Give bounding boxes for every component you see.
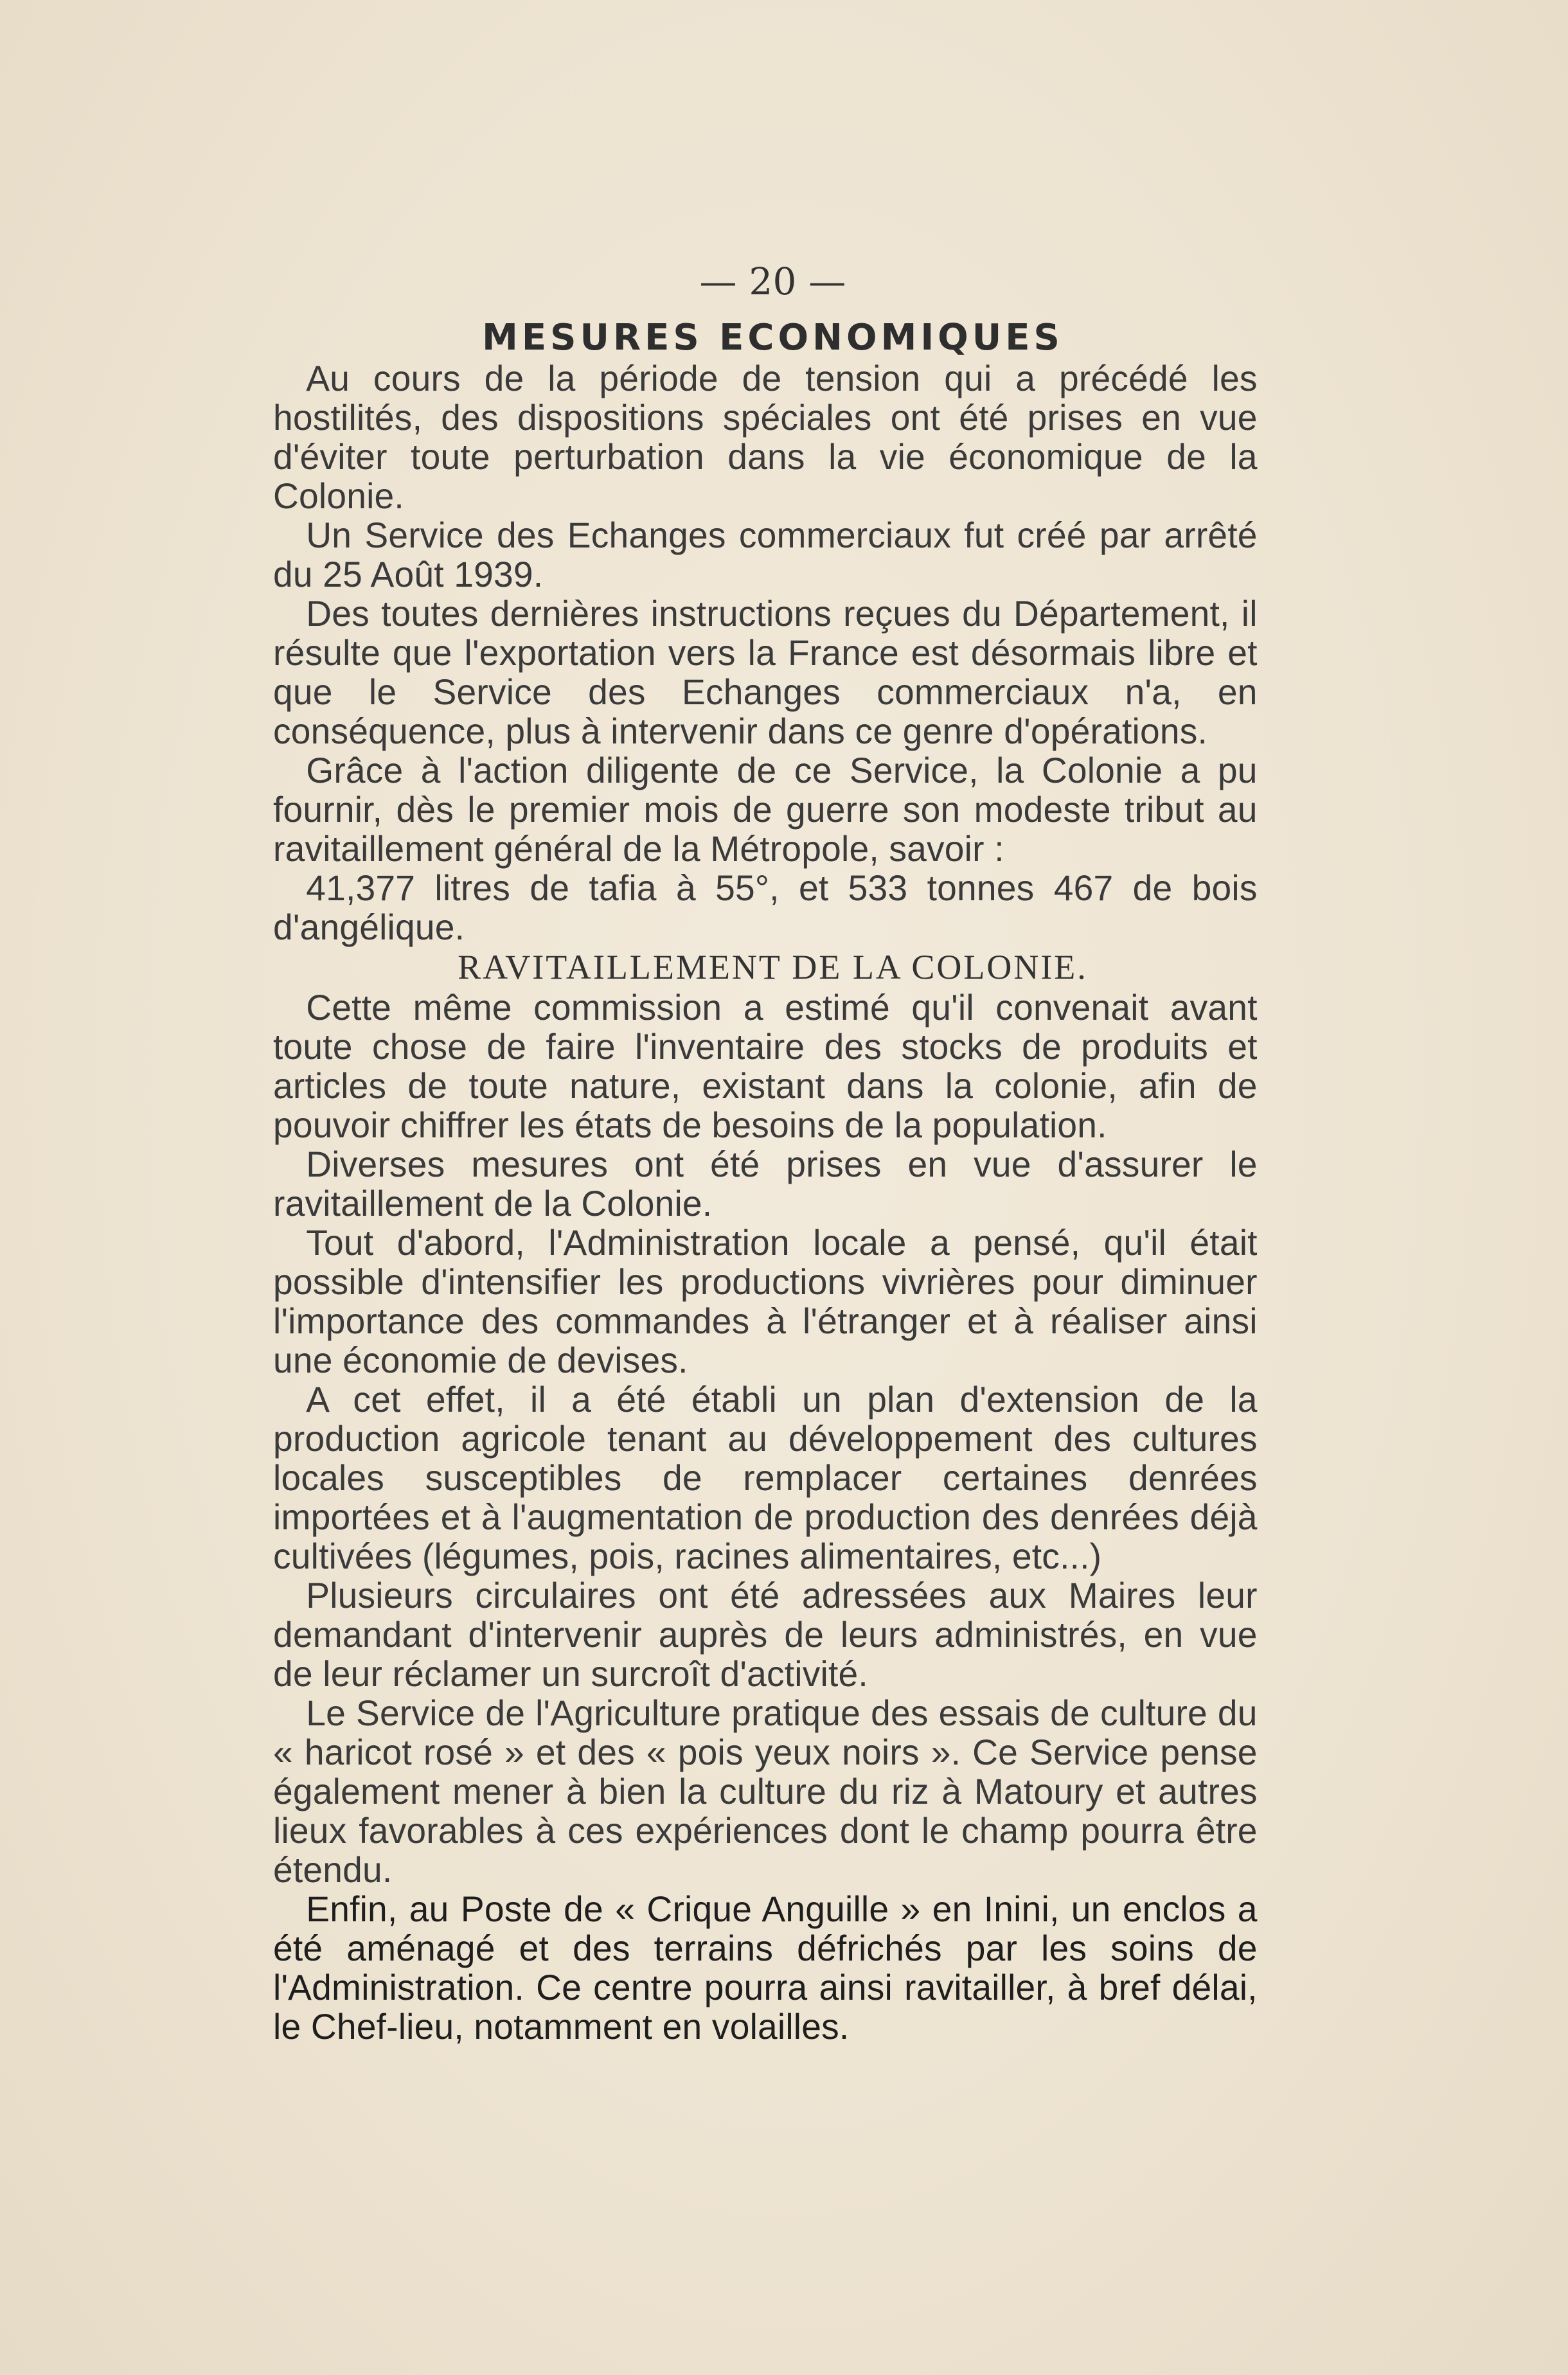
paragraph: Cette même commission a estimé qu'il convenait avant toute chose de faire l'inventaire des stocks de produits et articles de toute nature, existant dans la colonie, afin de pouvoir chiffrer les états de besoins de la population. — [273, 987, 1258, 1145]
paragraph: Un Service des Echanges commerciaux fut créé par arrêté du 25 Août 1939. — [273, 515, 1258, 594]
paragraph: Des toutes dernières instructions reçues du Département, il résulte que l'exportation vers la France est désormais libre et que le Service des Echanges commerciaux n'a, en conséquence, plus à intervenir dans ce genre d'opérations. — [273, 593, 1258, 751]
paragraph: Plusieurs circulaires ont été adressées aux Maires leur demandant d'intervenir auprès de leurs administrés, en vue de leur réclamer un surcroît d'activité. — [273, 1575, 1258, 1694]
page-title: MESURES ECONOMIQUES — [482, 317, 1064, 359]
paragraph: 41,377 litres de tafia à 55°, et 533 tonnes 467 de bois d'angélique. — [273, 867, 1258, 947]
paragraph: Le Service de l'Agriculture pratique des essais de culture du « haricot rosé » et des « pois yeux noirs ». Ce Service pense également mener à bien la culture du riz à Matoury et autres lieux favorables à ces expériences dont le champ pourra être étendu. — [273, 1693, 1258, 1890]
page-content — [273, 256, 1272, 2046]
paragraph: Enfin, au Poste de « Crique Anguille » en Inini, un enclos a été aménagé et des terrains défrichés par les soins de l'Administration. Ce centre pourra ainsi ravitailler, à bref délai, le Chef-lieu, notamment en volailles. — [273, 1889, 1258, 2047]
paragraph: Tout d'abord, l'Administration locale a pensé, qu'il était possible d'intensifier les productions vivrières pour diminuer l'importance des commandes à l'étranger et à réaliser ainsi une économie de devises. — [273, 1222, 1258, 1380]
section-title: RAVITAILLEMENT DE LA COLONIE. — [458, 948, 1088, 986]
paragraph: A cet effet, il a été établi un plan d'extension de la production agricole tenant au développement des cultures locales susceptibles de remplacer certaines denrées importées et à l'augmentation de production des denrées déjà cultivées (légumes, pois, racines alimentaires, etc...) — [273, 1379, 1258, 1576]
paragraph: Diverses mesures ont été prises en vue d'assurer le ravitaillement de la Colonie. — [273, 1144, 1258, 1223]
paragraph: Au cours de la période de tension qui a précédé les hostilités, des dispositions spéciales ont été prises en vue d'éviter toute perturbation dans la vie économique de la Colonie. — [273, 358, 1258, 516]
page-number: — 20 — — [699, 260, 846, 303]
paragraph: Grâce à l'action diligente de ce Service, la Colonie a pu fournir, dès le premier mois de guerre son modeste tribut au ravitaillement général de la Métropole, savoir : — [273, 750, 1258, 869]
